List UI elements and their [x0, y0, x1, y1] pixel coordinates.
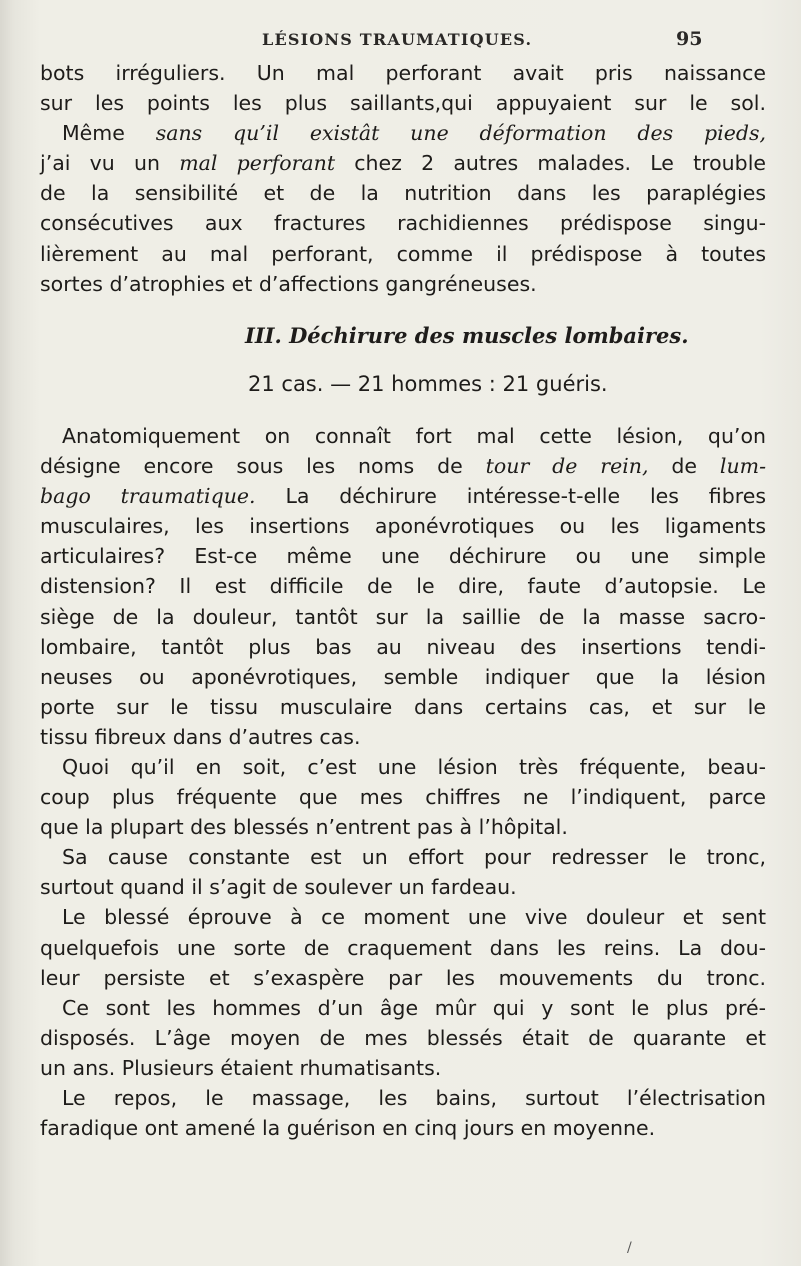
text-line: lombaire, tantôt plus bas au niveau des insertions tendi- [40, 634, 766, 659]
italic-phrase: sans qu’il existât une déformation des pieds, [155, 121, 766, 146]
text-line: consécutives aux fractures rachidiennes prédispose singu- [40, 211, 766, 236]
text-line: Même sans qu’il existât une déformation des pieds, [62, 121, 766, 146]
text-line: disposés. L’âge moyen de mes blessés était de quarante et [40, 1025, 766, 1050]
text-line: un ans. Plusieurs étaient rhumatisants. [40, 1055, 442, 1080]
section-title: Déchirure des muscles lombaires. [289, 322, 689, 348]
text-line: neuses ou aponévrotiques, semble indiquer que la lésion [40, 664, 766, 689]
text-line: faradique ont amené la guérison en cinq jours en moyenne. [40, 1116, 656, 1141]
text-line: bots irréguliers. Un mal perforant avait pris naissance [40, 61, 766, 85]
text-line: siège de la douleur, tantôt sur la saillie de la masse sacro- [40, 604, 766, 629]
section-heading [40, 321, 766, 351]
text-line: coup plus fréquente que mes chiffres ne l’indiquent, parce [40, 785, 766, 810]
italic-phrase: bago traumatique. [40, 484, 256, 509]
italic-phrase: lum- [719, 454, 767, 479]
text-line: distension? Il est difficile de le dire, faute d’autopsie. Le [40, 574, 766, 599]
footer-mark: / [627, 1240, 632, 1256]
text-line: Ce sont les hommes d’un âge mûr qui y sont le plus pré- [62, 995, 766, 1020]
text-line: porte sur le tissu musculaire dans certains cas, et sur le [40, 694, 766, 719]
text-line: Le blessé éprouve à ce moment une vive douleur et sent [62, 905, 766, 930]
text-line: bago traumatique. La déchirure intéresse-t-elle les fibres [40, 484, 767, 509]
text-line: leur persiste et s’exaspère par les mouvements du tronc. [40, 965, 766, 990]
running-head [0, 30, 801, 54]
section-numeral: III. [245, 322, 290, 348]
text-line: surtout quand il s’agit de soulever un fardeau. [40, 875, 517, 900]
text-line: sortes d’atrophies et d’affections gangréneuses. [40, 271, 537, 296]
text-line: Quoi qu’il en soit, c’est une lésion très fréquente, beau- [62, 754, 766, 779]
case-statistics: 21 cas. — 21 hommes : 21 guéris. [248, 371, 608, 396]
text-line: Sa cause constante est un effort pour redresser le tronc, [62, 845, 766, 870]
text-line: sur les points les plus saillants,qui appuyaient sur le sol. [40, 91, 766, 116]
text-line: que la plupart des blessés n’entrent pas à l’hôpital. [40, 815, 568, 840]
text-line: désigne encore sous les noms de tour de rein, de lum- [40, 454, 767, 479]
italic-phrase: tour de rein, [485, 454, 649, 479]
text-line: de la sensibilité et de la nutrition dans les paraplégies [40, 181, 766, 206]
running-title: LÉSIONS TRAUMATIQUES. [262, 30, 533, 49]
text-line: Anatomiquement on connaît fort mal cette lésion, qu’on [62, 423, 766, 448]
body-text [40, 58, 766, 1143]
text-line: musculaires, les insertions aponévrotiques ou les ligaments [40, 514, 766, 539]
text-line: lièrement au mal perforant, comme il prédispose à toutes [40, 241, 766, 266]
page-number: 95 [676, 28, 703, 50]
text-line: articulaires? Est-ce même une déchirure ou une simple [40, 544, 766, 569]
text-line: quelquefois une sorte de craquement dans les reins. La dou- [40, 935, 766, 960]
italic-phrase: mal perforant [179, 151, 336, 176]
text-line: tissu fibreux dans d’autres cas. [40, 724, 361, 749]
text-line: Le repos, le massage, les bains, surtout l’électrisation [62, 1086, 766, 1110]
text-line: j’ai vu un mal perforant chez 2 autres malades. Le trouble [40, 151, 766, 176]
